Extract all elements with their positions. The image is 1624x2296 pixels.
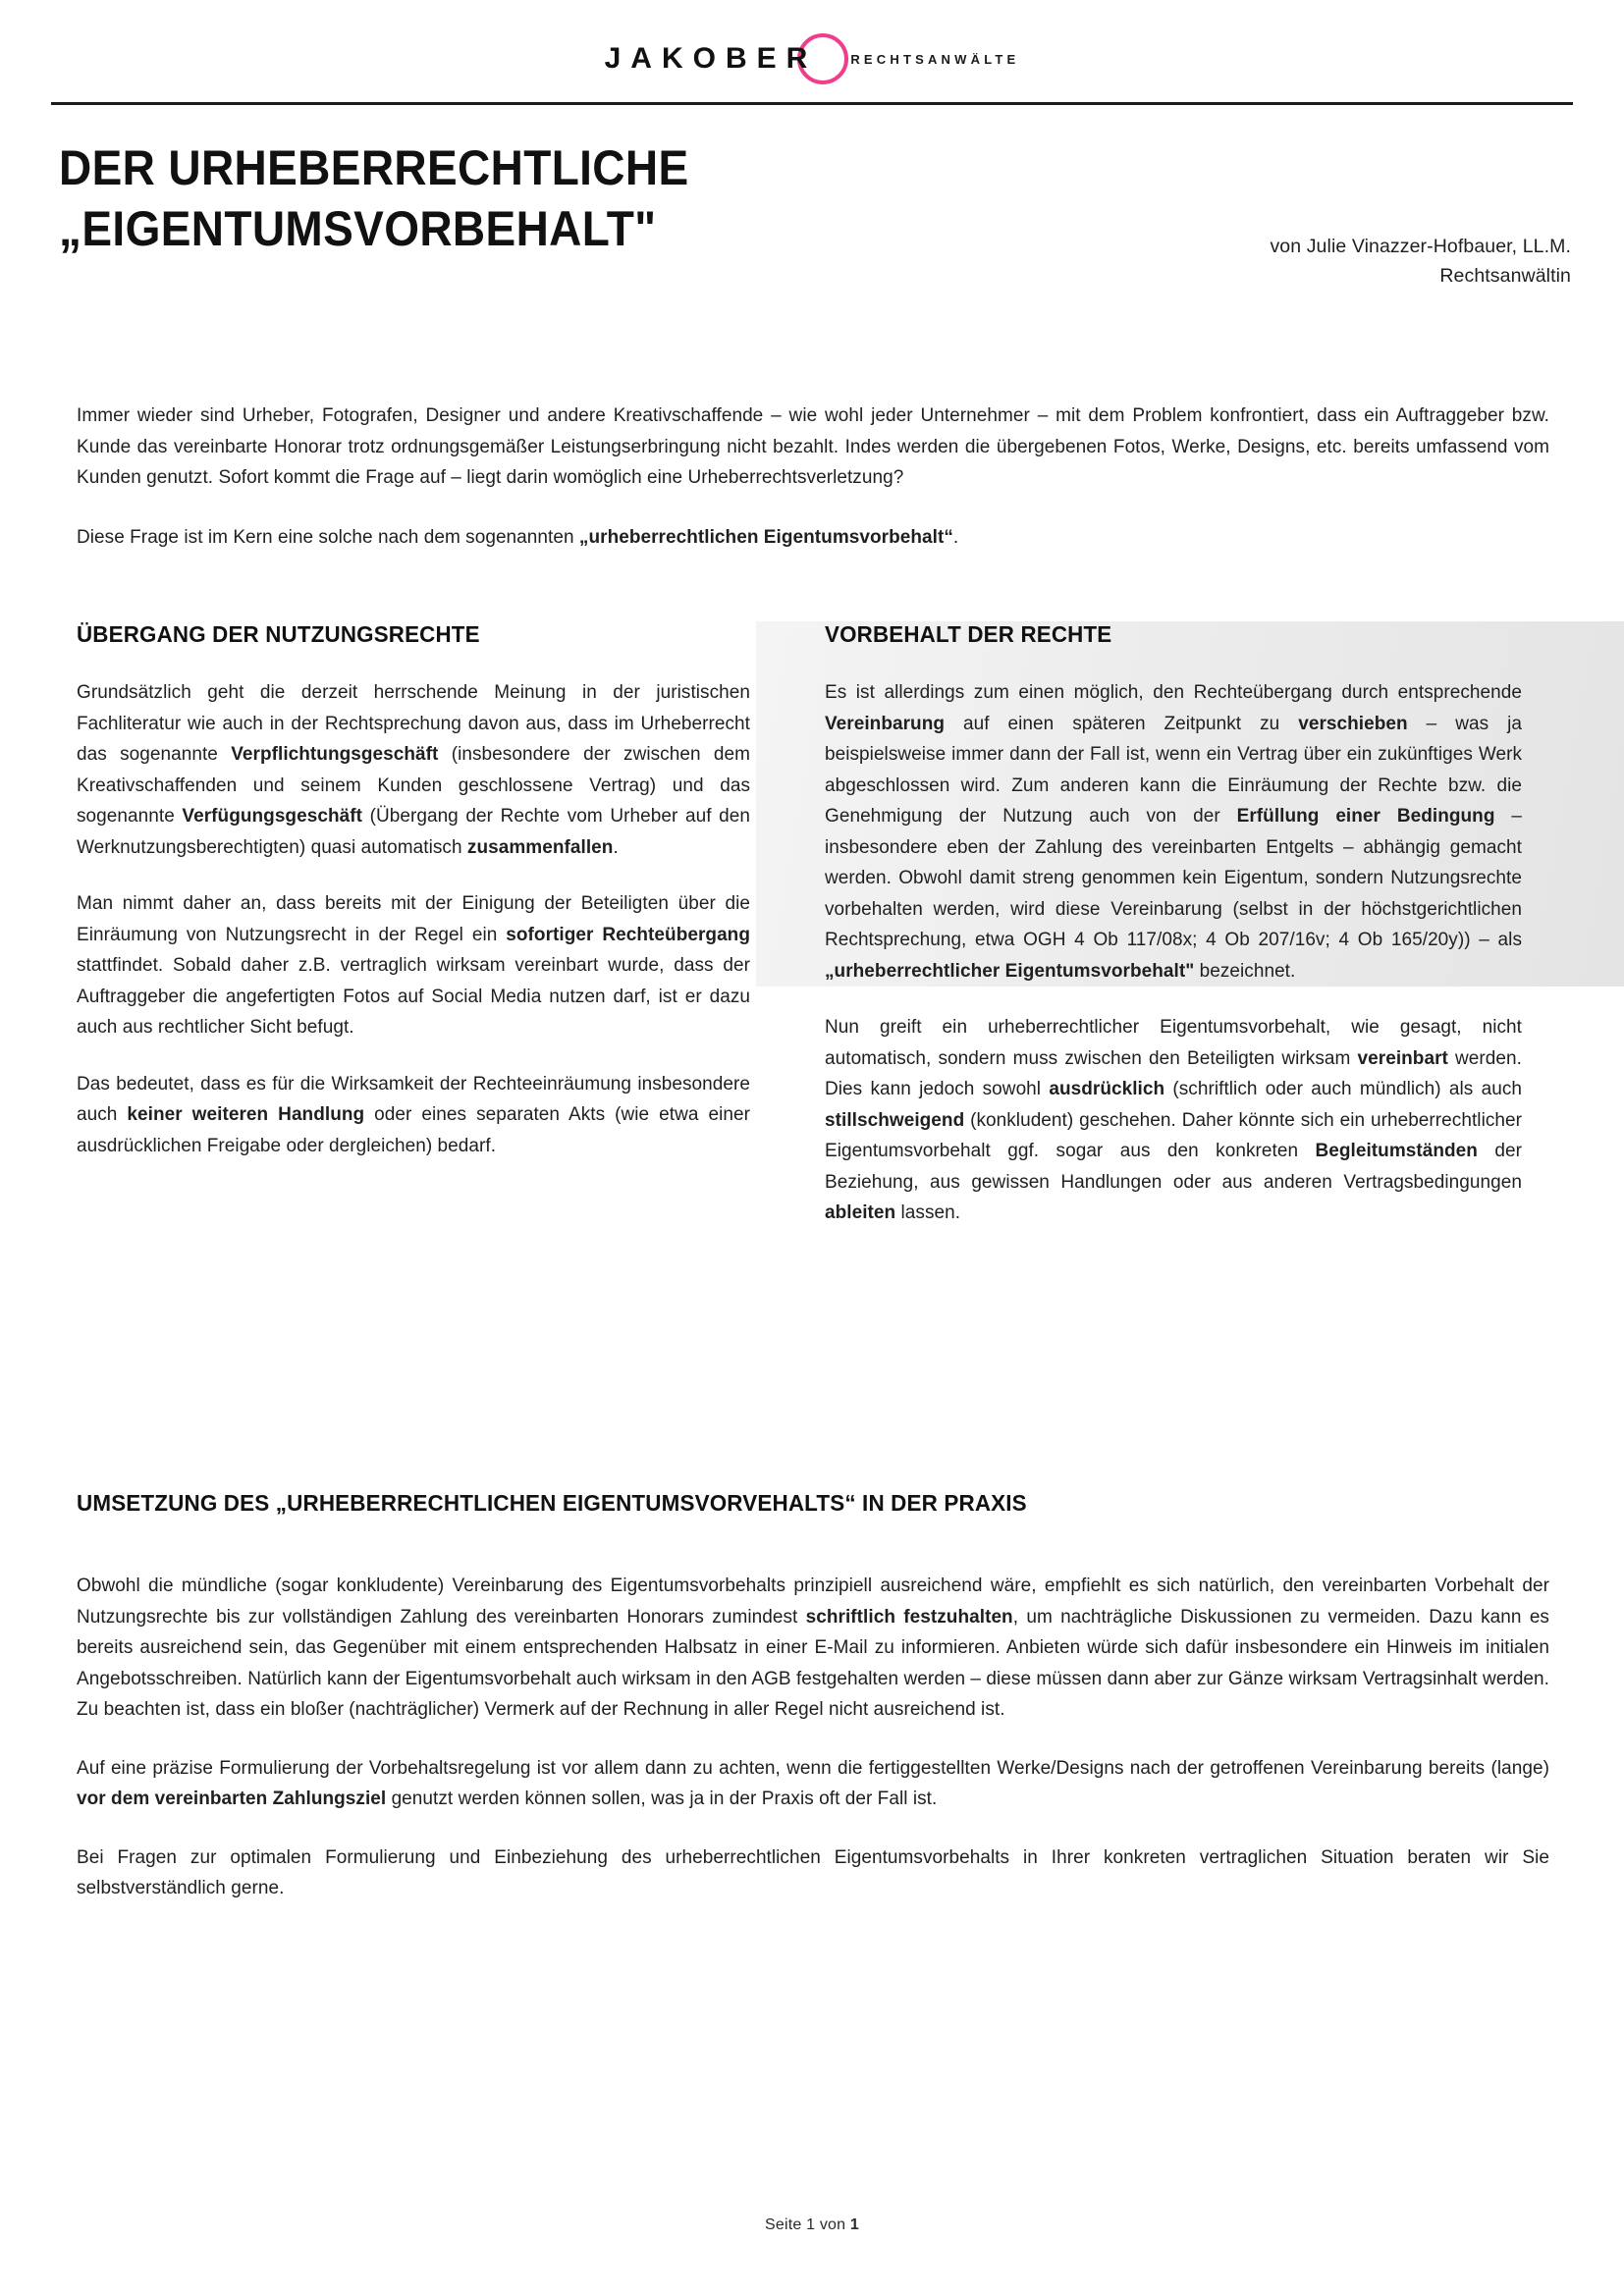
section-heading-praxis: UMSETZUNG DES „URHEBERRECHTLICHEN EIGENTUMSVORVEHALTS“ IN DER PRAXIS	[77, 1490, 1027, 1516]
title-block	[59, 137, 1571, 287]
column-vorbehalt	[825, 621, 1522, 1255]
column-uebergang	[77, 621, 750, 1187]
header-divider	[51, 102, 1573, 105]
two-column-region	[0, 621, 1624, 1223]
practice-paragraph-3: Bei Fragen zur optimalen Formulierung und Einbeziehung des urheberrechtlichen Eigentumsvorbehalts in Ihrer konkreten vertraglichen Situation beraten wir Sie selbstverständlich gerne.	[77, 1846, 1549, 1898]
byline-author: von Julie Vinazzer-Hofbauer, LL.M.	[1270, 236, 1571, 257]
column-heading-right: VORBEHALT DER RECHTE	[825, 621, 1112, 647]
byline-role: Rechtsanwältin	[1439, 265, 1571, 287]
practice-section	[77, 1571, 1549, 1904]
byline	[1270, 232, 1571, 291]
column-body-left	[77, 677, 750, 1161]
brand-lockup	[605, 44, 1020, 74]
practice-paragraph-1: Obwohl die mündliche (sogar konkludente) Vereinbarung des Eigentumsvorbehalts prinzipiell ausreichend wäre, empfiehlt es sich natürlich, den vereinbarten Vorbehalt der Nutzungsrechte bis zur vollständigen Zahlung des vereinbarten Honorars zumindest schriftlich festzuhalten, um nachträgliche Diskussionen zu vermeiden. Dazu kann es bereits ausreichend sein, das Gegenüber mit einem entsprechenden Halbsatz in einer E-Mail zu informieren. Anbieten würde sich dafür insbesondere ein Hinweis im initialen Angebotsschreiben. Natürlich kann der Eigentumsvorbehalt auch wirksam in den AGB festgehalten werden – diese müssen dann aber zur Gänze wirksam Vertragsinhalt werden. Zu beachten ist, dass ein bloßer (nachträglicher) Vermerk auf der Rechnung in aller Regel nicht ausreichend ist.	[77, 1575, 1549, 1720]
right-paragraph-1: Es ist allerdings zum einen möglich, den Rechteübergang durch entsprechende Vereinbarung auf einen späteren Zeitpunkt zu verschieben – was ja beispielsweise immer dann der Fall ist, wenn ein Vertrag über ein zukünftiges Werk abgeschlossen wird. Zum anderen kann die Einräumung der Rechte bzw. die Genehmigung der Nutzung auch von der Erfüllung einer Bedingung – insbesondere eben der Zahlung des vereinbarten Entgelts – abhängig gemacht werden. Obwohl damit streng genommen kein Eigentum, sondern Nutzungsrechte vorbehalten werden, wird diese Vereinbarung (selbst in der höchstgerichtlichen Rechtsprechung, etwa OGH 4 Ob 117/08x; 4 Ob 207/16v; 4 Ob 165/20y)) – als „urheberrechtlicher Eigentumsvorbehalt" bezeichnet.	[825, 682, 1522, 982]
footer-page-number: 1	[849, 2216, 859, 2233]
column-heading-left: ÜBERGANG DER NUTZUNGSRECHTE	[77, 621, 480, 647]
intro-paragraph-1: Immer wieder sind Urheber, Fotografen, Designer und andere Kreativschaffende – wie wohl jeder Unternehmer – mit dem Problem konfrontiert, dass ein Auftraggeber bzw. Kunde das vereinbarte Honorar trotz ordnungsgemäßer Leistungserbringung nicht bezahlt. Indes werden die übergebenen Fotos, Werke, Designs, etc. bereits umfassend vom Kunden genutzt. Sofort kommt die Frage auf – liegt darin womöglich eine Urheberrechtsverletzung?	[77, 405, 1549, 488]
left-paragraph-3: Das bedeutet, dass es für die Wirksamkeit der Rechteeinräumung insbesondere auch keiner weiteren Handlung oder eines separaten Akts (wie etwa einer ausdrücklichen Freigabe oder dergleichen) bedarf.	[77, 1073, 750, 1156]
page-title-line1: DER URHEBERRECHTLICHE	[59, 140, 689, 195]
intro-section	[77, 400, 1549, 553]
right-paragraph-2: Nun greift ein urheberrechtlicher Eigentumsvorbehalt, wie gesagt, nicht automatisch, sondern muss zwischen den Beteiligten wirksam vereinbart werden. Dies kann jedoch sowohl ausdrücklich (schriftlich oder auch mündlich) als auch stillschweigend (konkludent) geschehen. Daher könnte sich ein urheberrechtlicher Eigentumsvorbehalt ggf. sogar aus den konkreten Begleitumständen der Beziehung, aus gewissen Handlungen oder aus anderen Vertragsbedingungen ableiten lassen.	[825, 1017, 1522, 1223]
brand-subtitle: RECHTSANWÄLTE	[850, 51, 1020, 67]
page-footer	[0, 2216, 1624, 2234]
left-paragraph-2: Man nimmt daher an, dass bereits mit der Einigung der Beteiligten über die Einräumung von Nutzungsrecht in der Regel ein sofortiger Rechteübergang stattfindet. Sobald daher z.B. vertraglich wirksam vereinbart wurde, dass der Auftraggeber die angefertigten Fotos auf Social Media nutzen darf, ist er dazu auch aus rechtlicher Sicht befugt.	[77, 893, 750, 1038]
practice-paragraph-2: Auf eine präzise Formulierung der Vorbehaltsregelung ist vor allem dann zu achten, wenn die fertiggestellten Werke/Designs nach der getroffenen Vereinbarung bereits (lange) vor dem vereinbarten Zahlungsziel genutzt werden können sollen, was ja in der Praxis oft der Fall ist.	[77, 1757, 1549, 1809]
left-paragraph-1: Grundsätzlich geht die derzeit herrschende Meinung in der juristischen Fachliteratur wie auch in der Rechtsprechung davon aus, dass im Urheberrecht das sogenannte Verpflichtungsgeschäft (insbesondere der zwischen dem Kreativschaffenden und seinem Kunden geschlossene Vertrag) und das sogenannte Verfügungsgeschäft (Übergang der Rechte vom Urheber auf den Werknutzungsberechtigten) quasi automatisch zusammenfallen.	[77, 682, 750, 858]
page-title-line2: „EIGENTUMSVORBEHALT"	[59, 201, 657, 256]
intro-paragraph-2: Diese Frage ist im Kern eine solche nach dem sogenannten „urheberrechtlichen Eigentumsvorbehalt“.	[77, 526, 959, 548]
brand-name: JAKOBER	[604, 42, 818, 75]
footer-prefix: Seite 1 von	[764, 2216, 850, 2233]
letterhead-logo	[0, 29, 1624, 88]
column-body-right	[825, 677, 1522, 1229]
